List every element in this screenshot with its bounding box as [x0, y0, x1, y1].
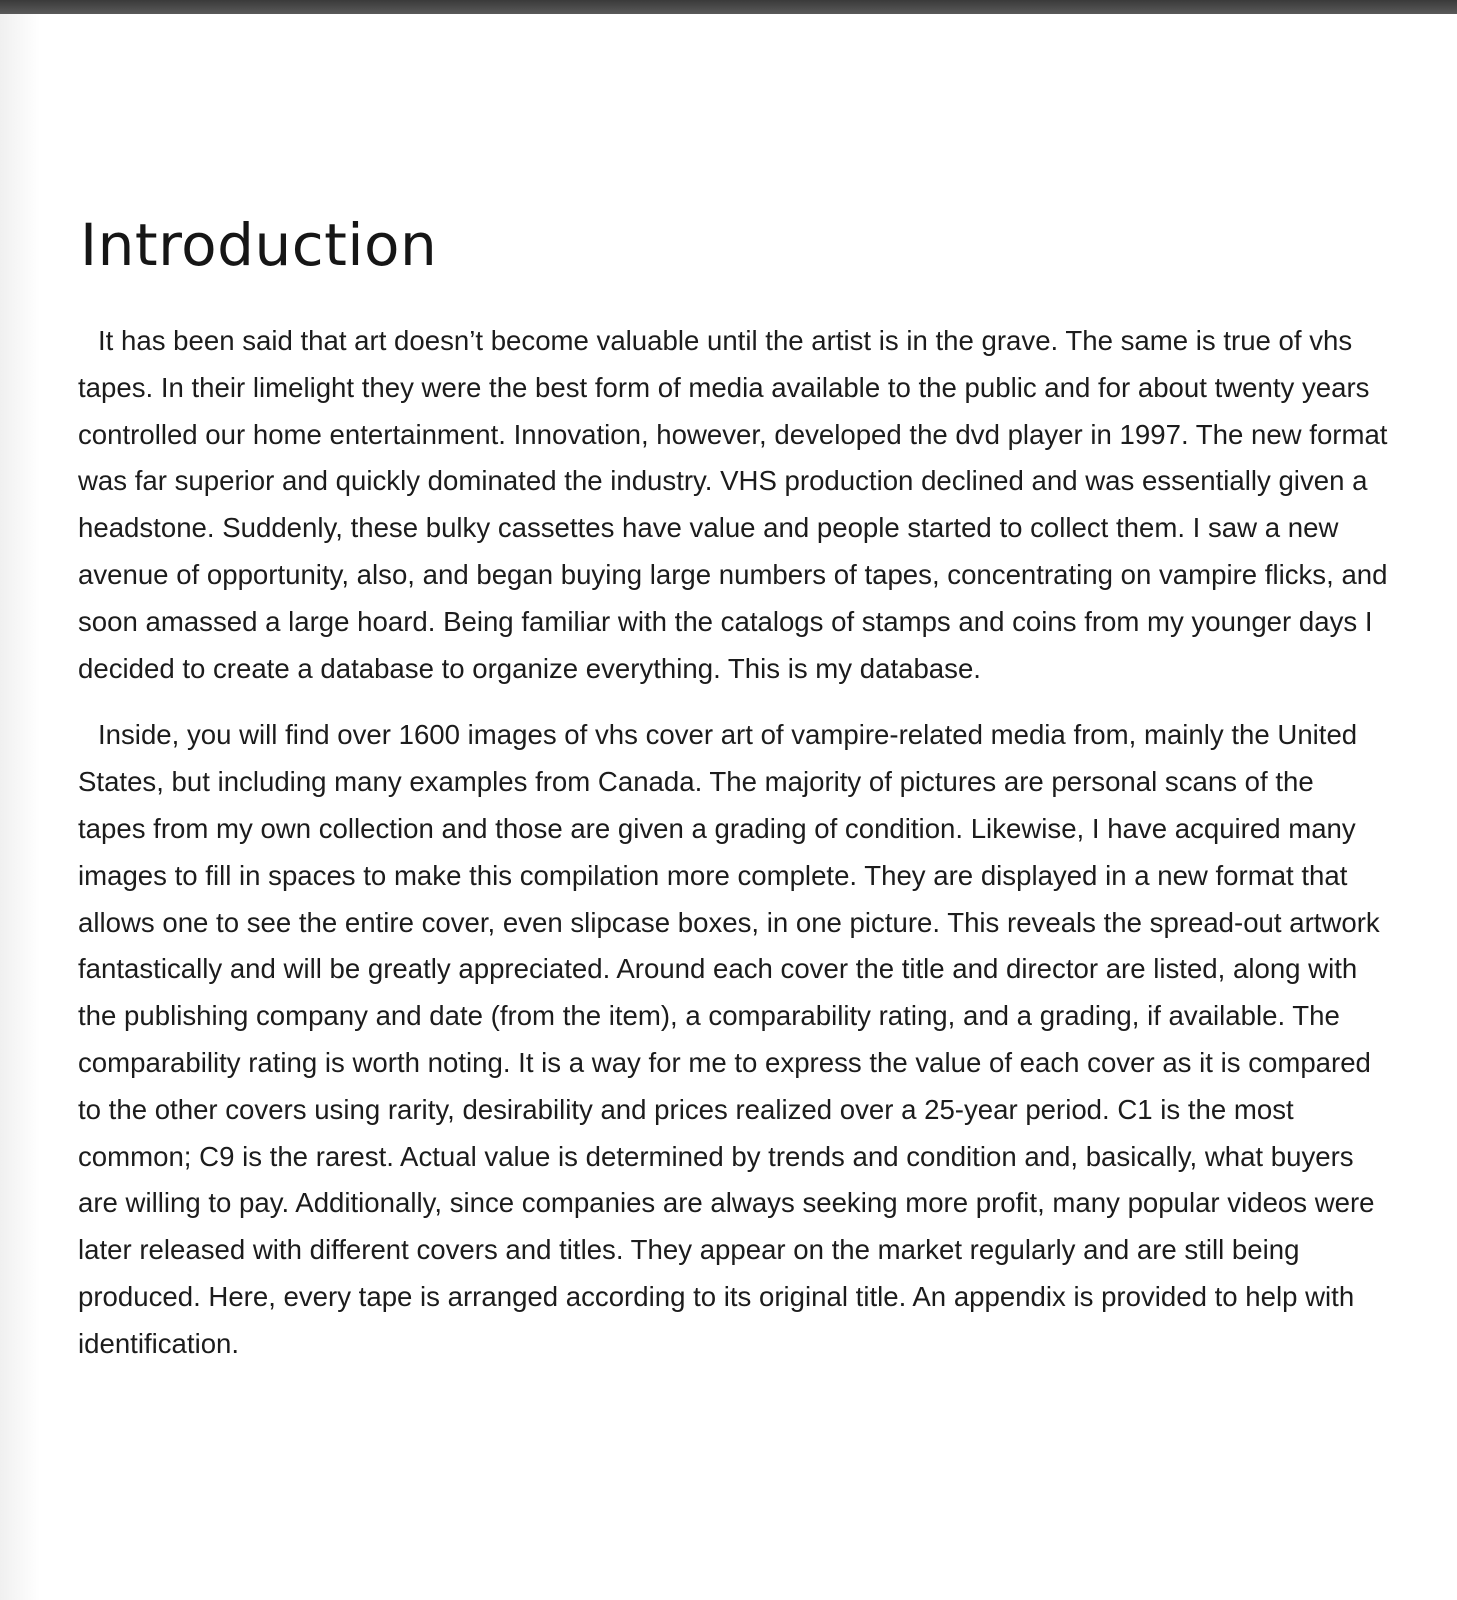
- page-title: Introduction: [80, 211, 438, 279]
- scan-top-edge: [0, 0, 1457, 14]
- intro-paragraph-2: Inside, you will find over 1600 images of vhs cover art of vampire-related media from, mainly the United States, but including many examples from Canada. The majority of pictures are personal scans of the tapes from my own collection and those are given a grading of condition. Likewise, I have acquired many images to fill in spaces to make this compilation more complete. They are displayed in a new format that allows one to see the entire cover, even slipcase boxes, in one picture. This reveals the spread-out artwork fantastically and will be greatly appreciated. Around each cover the title and director are listed, along with the publishing company and date (from the item), a comparability rating, and a grading, if available. The comparability rating is worth noting. It is a way for me to express the value of each cover as it is compared to the other covers using rarity, desirability and prices realized over a 25-year period. C1 is the most common; C9 is the rarest. Actual value is determined by trends and condition and, basically, what buyers are willing to pay. Additionally, since companies are always seeking more profit, many popular videos were later released with different covers and titles. They appear on the market regularly and are still being produced. Here, every tape is arranged according to its original title. An appendix is provided to help with identification.: [78, 719, 1380, 1359]
- page-body: [78, 210, 1388, 1388]
- intro-paragraph-1: It has been said that art doesn’t become valuable until the artist is in the grave. The same is true of vhs tapes. In their limelight they were the best form of media available to the public and for about twenty years controlled our home entertainment. Innovation, however, developed the dvd player in 1997. The new format was far superior and quickly dominated the industry. VHS production declined and was essentially given a headstone. Suddenly, these bulky cassettes have value and people started to collect them. I saw a new avenue of opportunity, also, and began buying large numbers of tapes, concentrating on vampire flicks, and soon amassed a large hoard. Being familiar with the catalogs of stamps and coins from my younger days I decided to create a database to organize everything. This is my database.: [78, 325, 1388, 684]
- scan-left-shadow: [0, 14, 40, 1600]
